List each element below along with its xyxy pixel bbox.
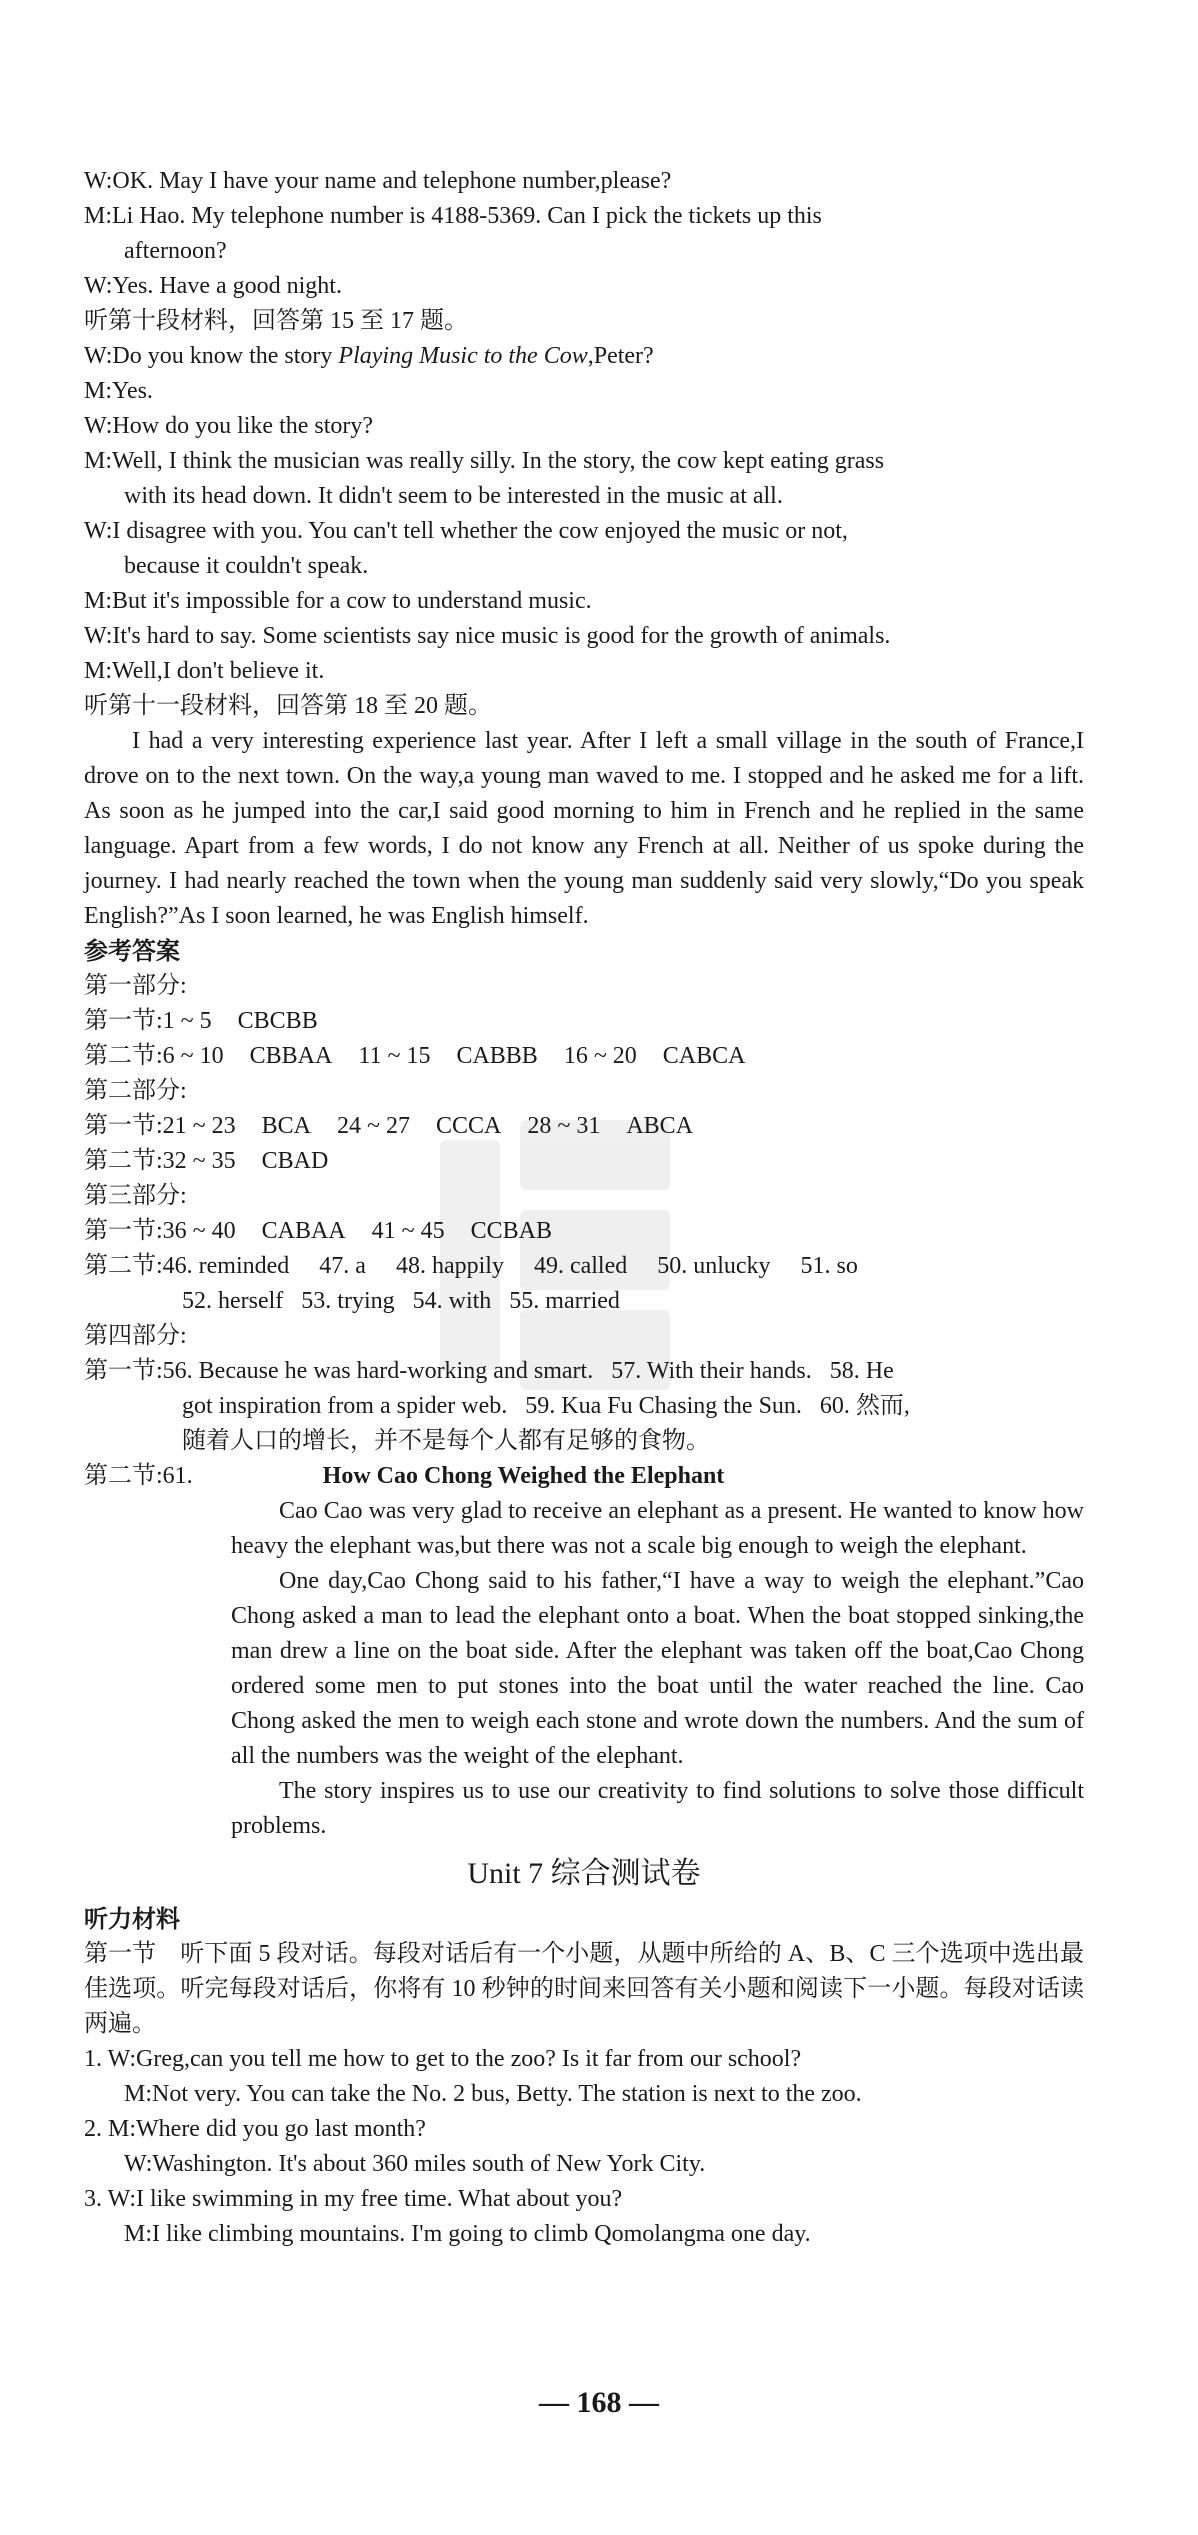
dialogue-line: M:Well,I don't believe it. [84, 658, 325, 684]
dialogue-line: M:Well, I think the musician was really silly. In the story, the cow kept eating grass [84, 448, 885, 474]
answer-row: 第二节:46. reminded 47. a 48. happily 49. called 50. unlucky 51. so [84, 1253, 858, 1279]
dialogue-line: 2. M:Where did you go last month? [84, 2116, 426, 2142]
section10-heading: 听第十段材料，回答第 15 至 17 题。 [84, 308, 468, 334]
dialogue-line: W:Yes. Have a good night. [84, 273, 342, 299]
section11-heading: 听第十一段材料，回答第 18 至 20 题。 [84, 693, 492, 719]
dialogue-line: because it couldn't speak. [124, 553, 369, 579]
answer-row: got inspiration from a spider web. 59. Kua Fu Chasing the Sun. 60. 然而, [182, 1393, 910, 1419]
part-label: 第四部分: [84, 1323, 187, 1349]
dialogue-line: M:But it's impossible for a cow to understand music. [84, 588, 592, 614]
dialogue-line: W:Do you know the story Playing Music to the Cow,Peter? [84, 343, 654, 369]
answer-row: 第一节:36 ~ 40 CABAA 41 ~ 45 CCBAB [84, 1218, 553, 1244]
dialogue-line: with its head down. It didn't seem to be interested in the music at all. [124, 483, 783, 509]
answers-heading: 参考答案 [84, 937, 180, 965]
page-number: — 168 — [539, 2386, 659, 2419]
section-instructions: 第一节 听下面 5 段对话。每段对话后有一个小题，从题中所给的 A、B、C 三个选项中选出最佳选项。听完每段对话后，你将有 10 秒钟的时间来回答有关小题和阅读下一小题。每段对话读两遍。 [84, 1941, 1084, 2037]
answer-row: 第一节:56. Because he was hard-working and smart. 57. With their hands. 58. He [84, 1358, 894, 1384]
answer-row: 52. herself 53. trying 54. with 55. married [182, 1288, 620, 1314]
page-content [84, 164, 1084, 2252]
answer-row: 第二节:6 ~ 10 CBBAA 11 ~ 15 CABBB 16 ~ 20 CABCA [84, 1043, 746, 1069]
dialogue-line: M:I like climbing mountains. I'm going to climb Qomolangma one day. [124, 2221, 811, 2247]
story-title: Playing Music to the Cow [338, 343, 588, 369]
dialogue-line: W:I disagree with you. You can't tell whether the cow enjoyed the music or not, [84, 518, 848, 544]
essay-paragraph: The story inspires us to use our creativity to find solutions to solve those difficult problems. [231, 1778, 1084, 1839]
essay-paragraph: One day,Cao Chong said to his father,“I have a way to weigh the elephant.”Cao Chong asked a man to lead the elephant onto a boat. When the boat stopped sinking,the man drew a line on the boat side. After the elephant was taken off the boat,Cao Chong ordered some men to put stones into the boat until the water reached the line. Cao Chong asked the men to weigh each stone and wrote down the numbers. And the sum of all the numbers was the weight of the elephant. [231, 1568, 1084, 1769]
answer-row: 第一节:21 ~ 23 BCA 24 ~ 27 CCCA 28 ~ 31 ABCA [84, 1113, 694, 1139]
part-label: 第一部分: [84, 973, 187, 999]
dialogue-line: M:Li Hao. My telephone number is 4188-5369. Can I pick the tickets up this [84, 203, 822, 229]
essay-title: How Cao Chong Weighed the Elephant [322, 1463, 725, 1489]
dialogue-line: W:How do you like the story? [84, 413, 374, 439]
answer-row: 第二节:32 ~ 35 CBAD [84, 1148, 329, 1174]
dialogue-line: afternoon? [124, 238, 227, 264]
answer-row: 随着人口的增长，并不是每个人都有足够的食物。 [182, 1428, 710, 1454]
part-label: 第二部分: [84, 1078, 187, 1104]
dialogue-line: 1. W:Greg,can you tell me how to get to the zoo? Is it far from our school? [84, 2046, 802, 2072]
unit-title: Unit 7 综合测试卷 [467, 1857, 701, 1890]
materials-heading: 听力材料 [84, 1905, 180, 1933]
answer-row: 第一节:1 ~ 5 CBCBB [84, 1008, 318, 1034]
part-label: 第三部分: [84, 1183, 187, 1209]
dialogue-line: W:OK. May I have your name and telephone number,please? [84, 168, 672, 194]
essay-paragraph: Cao Cao was very glad to receive an elephant as a present. He wanted to know how heavy the elephant was,but there was not a scale big enough to weigh the elephant. [231, 1498, 1084, 1559]
dialogue-line: W:Washington. It's about 360 miles south of New York City. [124, 2151, 706, 2177]
dialogue-line: M:Yes. [84, 378, 153, 404]
answer-row: 第二节:61. How Cao Chong Weighed the Elephant [84, 1463, 725, 1489]
listening-passage: I had a very interesting experience last year. After I left a small village in the south of France,I drove on to the next town. On the way,a young man waved to me. I stopped and he asked me for a lift. As soon as he jumped into the car,I said good morning to him in French and he replied in the same language. Apart from a few words, I do not know any French at all. Neither of us spoke during the journey. I had nearly reached the town when the young man suddenly said very slowly,“Do you speak English?”As I soon learned, he was English himself. [84, 728, 1084, 929]
dialogue-line: 3. W:I like swimming in my free time. What about you? [84, 2186, 623, 2212]
dialogue-line: M:Not very. You can take the No. 2 bus, Betty. The station is next to the zoo. [124, 2081, 862, 2107]
dialogue-line: W:It's hard to say. Some scientists say nice music is good for the growth of animals. [84, 623, 891, 649]
